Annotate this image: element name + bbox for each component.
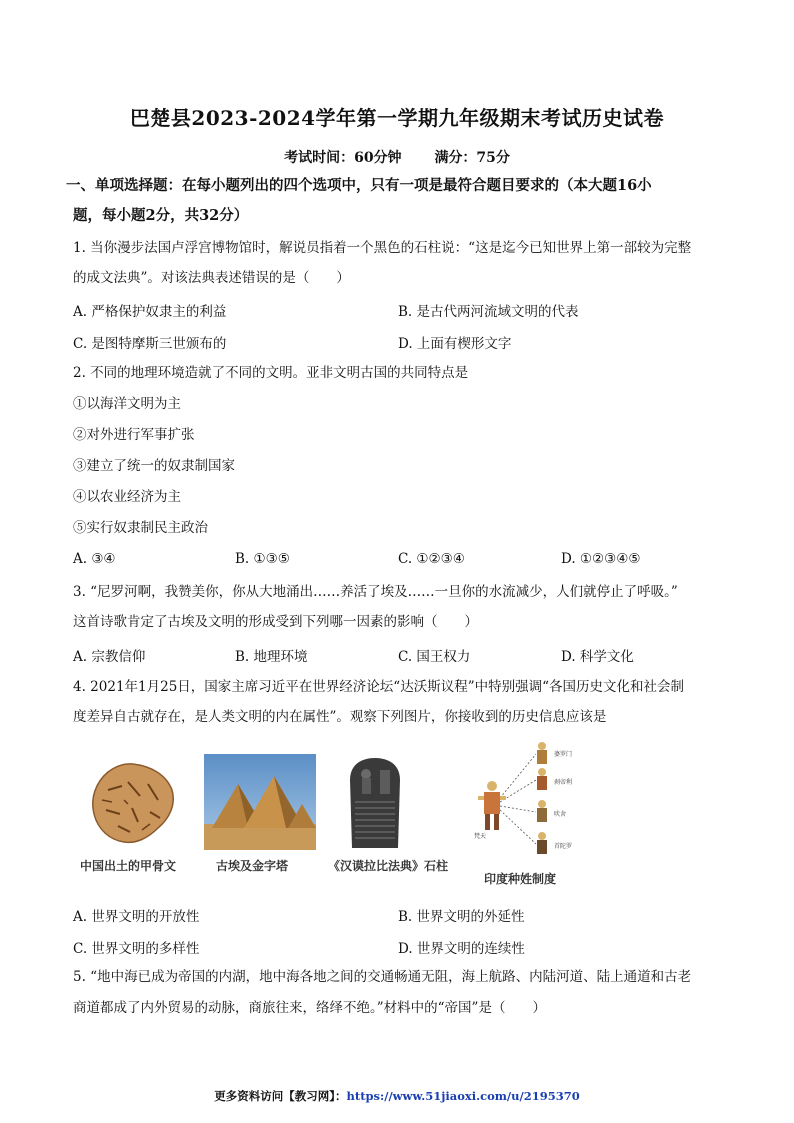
q2-option-d[interactable]: D. ①②③④⑤ (561, 551, 641, 567)
q3-option-b[interactable]: B. 地理环境 (235, 649, 308, 665)
section-heading-line2: 题，每小题2分，共32分） (73, 207, 249, 224)
q3-stem-line2: 这首诗歌肯定了古埃及文明的形成受到下列哪一因素的影响（ ） (73, 614, 478, 630)
q2-option-c[interactable]: C. ①②③④ (398, 551, 465, 567)
q1-option-b[interactable]: B. 是古代两河流域文明的代表 (398, 304, 579, 320)
q2-statement-5: ⑤实行奴隶制民主政治 (73, 520, 208, 536)
footer-prefix: 更多资料访问【教习网】： (214, 1089, 347, 1103)
exam-time: 考试时间：60分钟 (284, 150, 402, 166)
q4-option-c[interactable]: C. 世界文明的多样性 (73, 941, 200, 957)
exam-title: 巴楚县2023-2024学年第一学期九年级期末考试历史试卷 (129, 106, 665, 130)
pyramids-image (204, 754, 316, 854)
caption-oracle-bone: 中国出土的甲骨文 (80, 859, 177, 873)
caste-label-brahmin: 婆罗门 (554, 751, 573, 758)
q2-statement-3: ③建立了统一的奴隶制国家 (73, 458, 235, 474)
footer-link[interactable]: https://www.51jiaoxi.com/u/2195370 (346, 1089, 580, 1103)
q2-stem: 2. 不同的地理环境造就了不同的文明。亚非文明古国的共同特点是 (73, 365, 469, 381)
hammurabi-stele-image (342, 756, 408, 852)
q2-option-b[interactable]: B. ①③⑤ (235, 551, 290, 567)
caste-label-shudra: 首陀罗 (554, 843, 573, 850)
caption-pyramids: 古埃及金字塔 (216, 859, 289, 873)
exam-info (0, 147, 794, 167)
caste-label-vaishya: 吠舍 (554, 811, 567, 818)
q4-stem-line1: 4. 2021年1月25日，国家主席习近平在世界经济论坛“达沃斯议程”中特别强调“各国历史文化和社会制 (73, 679, 684, 695)
q2-statement-4: ④以农业经济为主 (73, 489, 181, 505)
q1-option-a[interactable]: A. 严格保护奴隶主的利益 (73, 304, 227, 320)
q1-stem-line2: 的成文法典”。对该法典表述错误的是（ ） (73, 270, 350, 286)
section-heading-line1: 一、单项选择题：在每小题列出的四个选项中，只有一项是最符合题目要求的（本大题16小 (66, 177, 652, 194)
q4-option-a[interactable]: A. 世界文明的开放性 (73, 909, 200, 925)
q2-statement-1: ①以海洋文明为主 (73, 396, 181, 412)
exam-score: 满分：75分 (434, 150, 510, 166)
q1-option-c[interactable]: C. 是图特摩斯三世颁布的 (73, 336, 227, 352)
q3-option-c[interactable]: C. 国王权力 (398, 649, 471, 665)
footer (0, 1088, 794, 1104)
q4-stem-line2: 度差异自古就存在，是人类文明的内在属性”。观察下列图片，你接收到的历史信息应该是 (73, 709, 607, 725)
q2-option-a[interactable]: A. ③④ (73, 551, 116, 567)
q3-stem-line1: 3. “尼罗河啊，我赞美你，你从大地涌出……养活了埃及……一旦你的水流减少，人们就停止了呼吸。” (73, 584, 678, 600)
caste-label-brahma: 梵天 (474, 833, 487, 840)
caste-system-image (470, 740, 580, 864)
oracle-bone-image (88, 760, 178, 852)
q5-stem-line2: 商道都成了内外贸易的动脉，商旅往来，络绎不绝。”材料中的“帝国”是（ ） (73, 1000, 546, 1016)
q1-option-d[interactable]: D. 上面有楔形文字 (398, 336, 512, 352)
caption-caste-system: 印度种姓制度 (484, 872, 557, 886)
q4-option-b[interactable]: B. 世界文明的外延性 (398, 909, 525, 925)
q1-stem-line1: 1. 当你漫步法国卢浮宫博物馆时，解说员指着一个黑色的石柱说：“这是迄今已知世界上第一部较为完整 (73, 240, 692, 256)
caste-label-kshatriya: 刹帝利 (554, 779, 573, 786)
q2-statement-2: ②对外进行军事扩张 (73, 427, 195, 443)
caption-hammurabi-stele: 《汉谟拉比法典》石柱 (328, 859, 449, 873)
q4-figures (80, 752, 600, 892)
q5-stem-line1: 5. “地中海已成为帝国的内湖，地中海各地之间的交通畅通无阻，海上航路、内陆河道、陆上通道和古老 (73, 969, 692, 985)
q3-option-a[interactable]: A. 宗教信仰 (73, 649, 146, 665)
q3-option-d[interactable]: D. 科学文化 (561, 649, 634, 665)
q4-option-d[interactable]: D. 世界文明的连续性 (398, 941, 525, 957)
